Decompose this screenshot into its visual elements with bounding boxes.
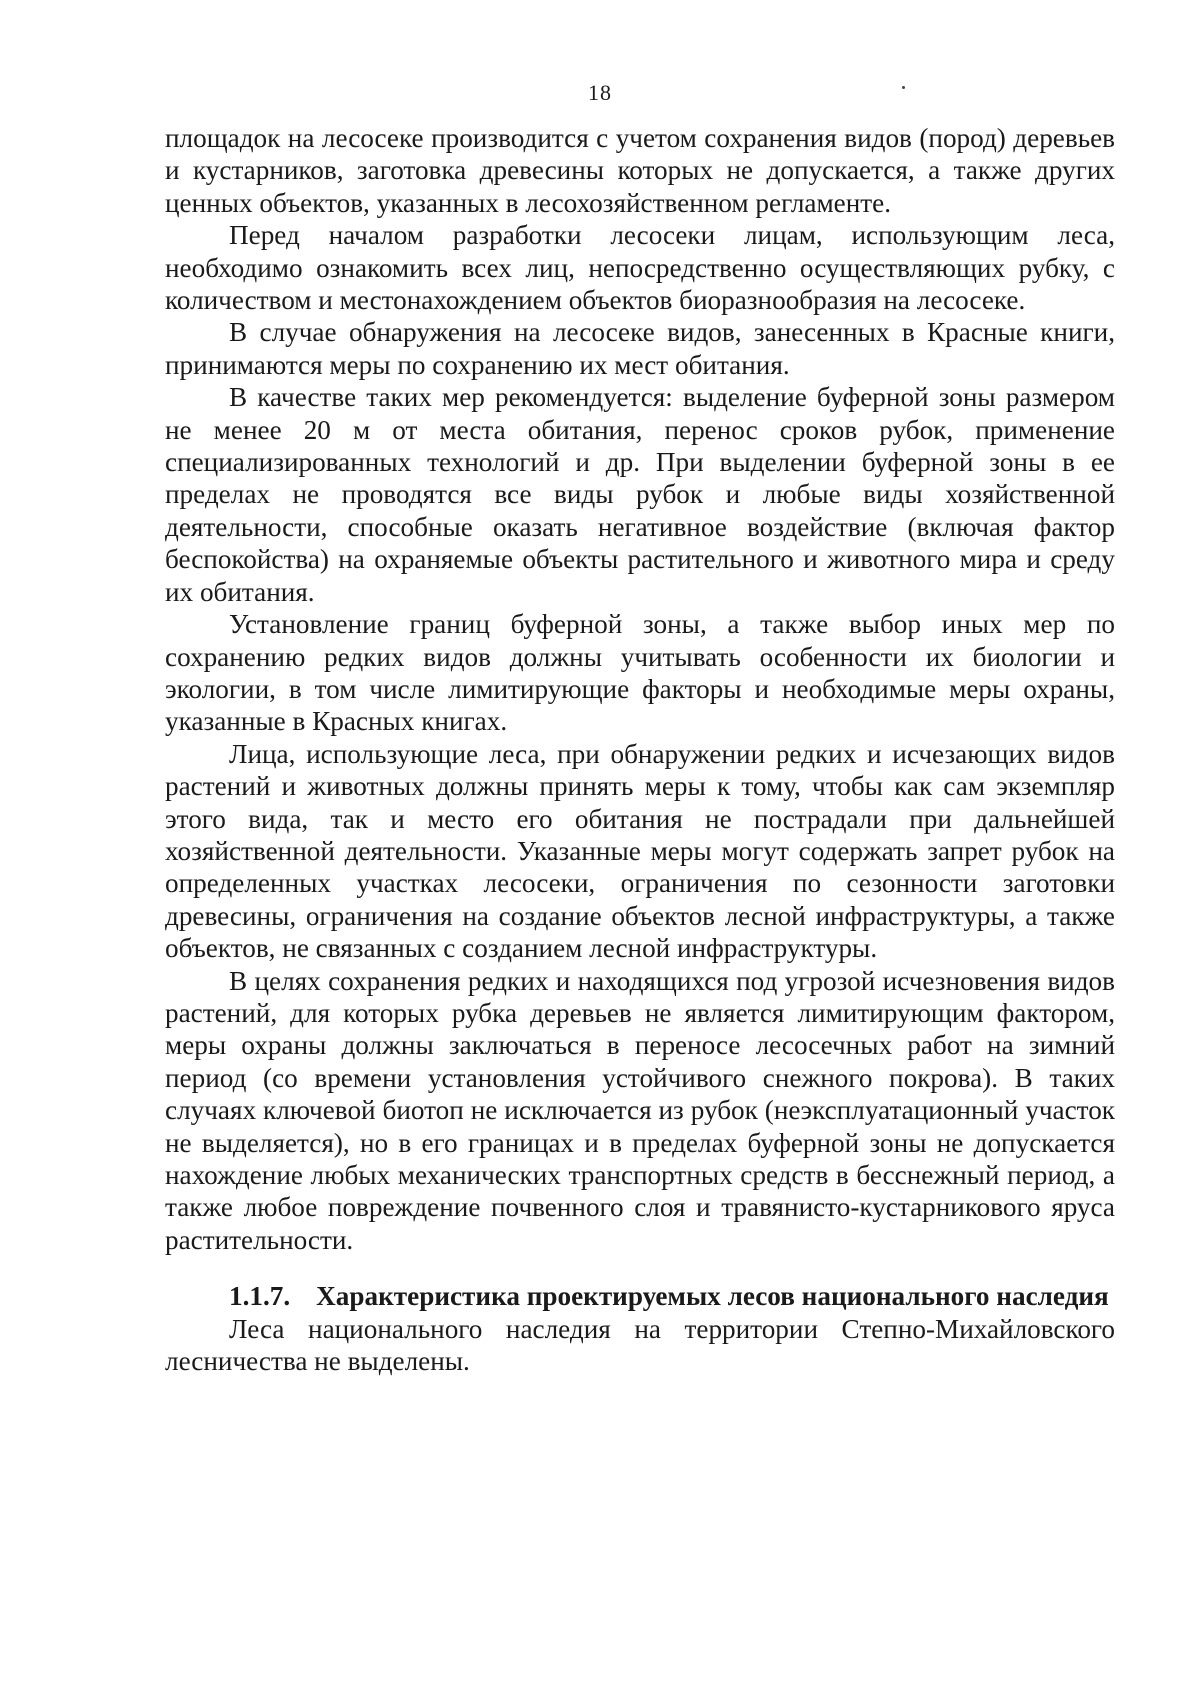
section-number: 1.1.7. — [229, 1281, 291, 1312]
paragraph: В случае обнаружения на лесосеке видов, занесенных в Красные книги, принимаются меры по сохранению их мест обитания. — [165, 317, 1115, 380]
section-title: Характеристика проектируемых лесов национального наследия — [316, 1281, 1109, 1312]
section-paragraph: Леса национального наследия на территории Степно-Михайловского лесничества не выделены. — [165, 1313, 1115, 1377]
paragraph: В качестве таких мер рекомендуется: выделение буферной зоны размером не менее 20 м от места обитания, перенос сроков рубок, применение специализированных технологий и др. При выделении буферной зоны в ее пределах не проводятся все виды рубок и любые виды хозяйственной деятельности, способные оказать негативное воздействие (включая фактор беспокойства) на охраняемые объекты растительного и животного мира и среду их обитания. — [165, 382, 1115, 607]
paragraph: В целях сохранения редких и находящихся под угрозой исчезновения видов растений, для которых рубка деревьев не является лимитирующим фактором, меры охраны должны заключаться в переносе лесосечных работ на зимний период (со времени установления устойчивого снежного покрова). В таких случаях ключевой биотоп не исключается из рубок (неэксплуатационный участок не выделяется), но в его границах и в пределах буферной зоны не допускается нахождение любых механических транспортных средств в бесснежный период, а также любое повреждение почвенного слоя и травянисто-кустарникового яруса растительности. — [165, 965, 1115, 1255]
page-number: 18 — [588, 80, 612, 105]
scan-speck — [902, 86, 905, 89]
paragraph: Перед началом разработки лесосеки лицам, использующим леса, необходимо ознакомить всех лиц, непосредственно осуществляющих рубку, с количеством и местонахождением объектов биоразнообразия на лесосеке. — [165, 220, 1115, 316]
body-text — [165, 122, 1115, 1377]
section-heading — [165, 1280, 1115, 1312]
paragraph: Лица, использующие леса, при обнаружении редких и исчезающих видов растений и животных должны принять меры к тому, чтобы как сам экземпляр этого вида, так и место его обитания не пострадали при дальнейшей хозяйственной деятельности. Указанные меры могут содержать запрет рубок на определенных участках лесосеки, ограничения по сезонности заготовки древесины, ограничения на создание объектов лесной инфраструктуры, а также объектов, не связанных с созданием лесной инфраструктуры. — [165, 738, 1115, 964]
paragraph-continuation: площадок на лесосеке производится с учетом сохранения видов (пород) деревьев и кустарников, заготовка древесины которых не допускается, а также других ценных объектов, указанных в лесохозяйственном регламенте. — [165, 123, 1115, 218]
paragraph: Установление границ буферной зоны, а также выбор иных мер по сохранению редких видов должны учитывать особенности их биологии и экологии, в том числе лимитирующие факторы и необходимые меры охраны, указанные в Красных книгах. — [165, 609, 1115, 737]
